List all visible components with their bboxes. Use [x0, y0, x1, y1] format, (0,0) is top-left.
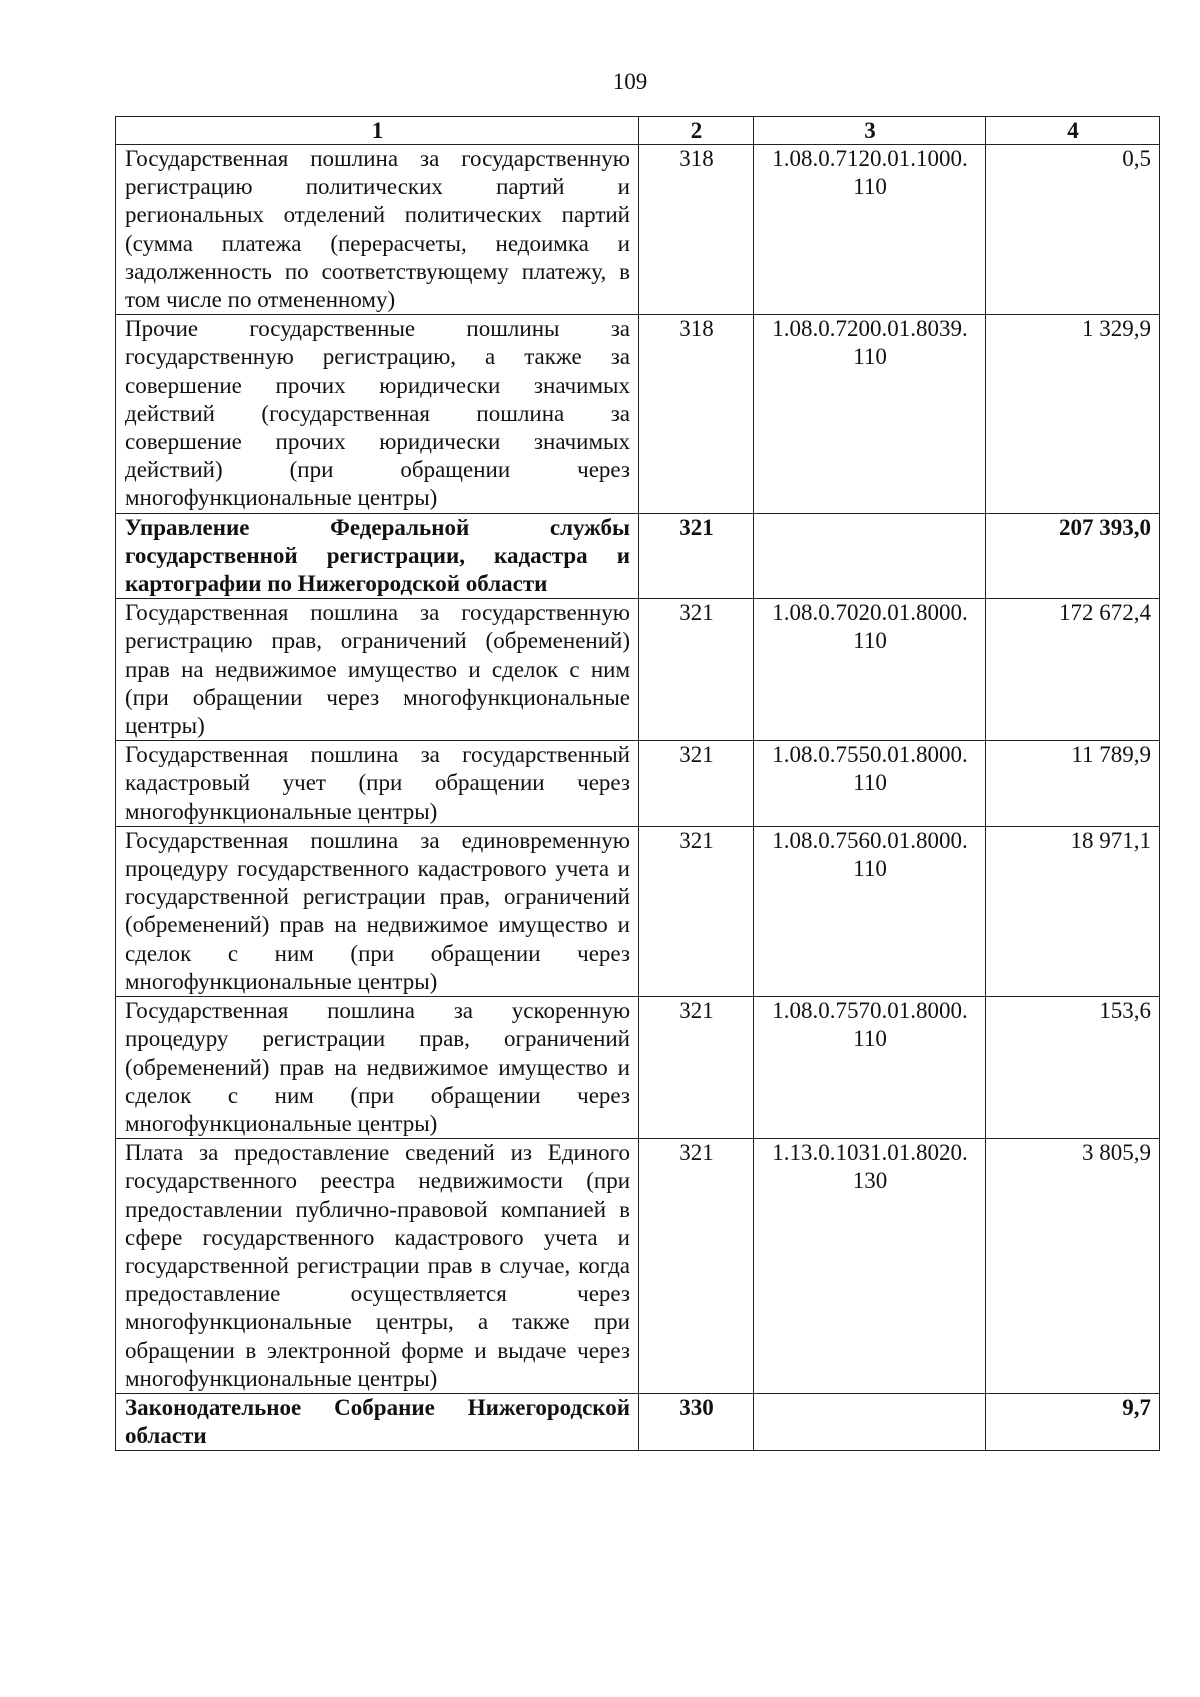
row-budget-code: 1.08.0.7560.01.8000. 110: [754, 826, 986, 996]
table-row: [116, 997, 1160, 1139]
row-name: Законодательное Собрание Нижегородской области: [116, 1393, 639, 1450]
row-name: Государственная пошлина за ускоренную процедуру регистрации прав, ограничений (обременений) прав на недвижимое имущество и сделок с ним (при обращении через многофункциональные центры): [116, 997, 639, 1139]
row-name: Прочие государственные пошлины за государственную регистрацию, а также за совершение прочих юридически значимых действий (государственная пошлина за совершение прочих юридически значимых действий) (при обращении через многофункциональные центры): [116, 315, 639, 513]
row-amount: 0,5: [986, 145, 1160, 315]
table-row-section: [116, 1393, 1160, 1450]
row-name: Государственная пошлина за государственную регистрацию политических партий и региональных отделений политических партий (сумма платежа (перерасчеты, недоимка и задолженность по соответствующему платежу, в том числе по отмененному): [116, 145, 639, 315]
row-budget-code: 1.13.0.1031.01.8020. 130: [754, 1139, 986, 1394]
row-admin-code: 321: [639, 997, 754, 1139]
page-number: 109: [612, 69, 648, 94]
row-admin-code: 330: [639, 1393, 754, 1450]
table-row: [116, 1139, 1160, 1394]
table-row-section: [116, 513, 1160, 599]
row-amount: 1 329,9: [986, 315, 1160, 513]
row-budget-code: 1.08.0.7200.01.8039. 110: [754, 315, 986, 513]
row-budget-code: 1.08.0.7570.01.8000. 110: [754, 997, 986, 1139]
row-amount: 18 971,1: [986, 826, 1160, 996]
row-name: Плата за предоставление сведений из Единого государственного реестра недвижимости (при предоставлении публично-правовой компанией в сфере государственного кадастрового учета и государственной регистрации прав в случае, когда предоставление осуществляется через многофункциональные центры, а также при обращении в электронной форме и выдаче через многофункциональные центры): [116, 1139, 639, 1394]
table-row: [116, 145, 1160, 315]
row-amount: 153,6: [986, 997, 1160, 1139]
header-col-1: 1: [116, 117, 639, 145]
row-budget-code: 1.08.0.7020.01.8000. 110: [754, 599, 986, 741]
header-col-2: 2: [639, 117, 754, 145]
row-amount: 11 789,9: [986, 741, 1160, 827]
row-budget-code: [754, 1393, 986, 1450]
table-row: [116, 741, 1160, 827]
table-row: [116, 315, 1160, 513]
row-name: Управление Федеральной службы государственной регистрации, кадастра и картографии по Нижегородской области: [116, 513, 639, 599]
row-budget-code: 1.08.0.7550.01.8000. 110: [754, 741, 986, 827]
row-amount: 9,7: [986, 1393, 1160, 1450]
header-col-3: 3: [754, 117, 986, 145]
row-amount: 172 672,4: [986, 599, 1160, 741]
row-amount: 207 393,0: [986, 513, 1160, 599]
row-budget-code: [754, 513, 986, 599]
revenue-table: [115, 116, 1160, 1451]
row-budget-code: 1.08.0.7120.01.1000. 110: [754, 145, 986, 315]
row-name: Государственная пошлина за государственную регистрацию прав, ограничений (обременений) прав на недвижимое имущество и сделок с ним (при обращении через многофункциональные центры): [116, 599, 639, 741]
row-admin-code: 318: [639, 145, 754, 315]
table-row: [116, 826, 1160, 996]
row-amount: 3 805,9: [986, 1139, 1160, 1394]
row-admin-code: 321: [639, 1139, 754, 1394]
row-name: Государственная пошлина за единовременную процедуру государственного кадастрового учета и государственной регистрации прав, ограничений (обременений) прав на недвижимое имущество и сделок с ним (при обращении через многофункциональные центры): [116, 826, 639, 996]
row-admin-code: 321: [639, 513, 754, 599]
row-admin-code: 318: [639, 315, 754, 513]
row-admin-code: 321: [639, 741, 754, 827]
header-col-4: 4: [986, 117, 1160, 145]
row-name: Государственная пошлина за государственный кадастровый учет (при обращении через многофункциональные центры): [116, 741, 639, 827]
row-admin-code: 321: [639, 826, 754, 996]
header-row: [116, 117, 1160, 145]
table-row: [116, 599, 1160, 741]
row-admin-code: 321: [639, 599, 754, 741]
